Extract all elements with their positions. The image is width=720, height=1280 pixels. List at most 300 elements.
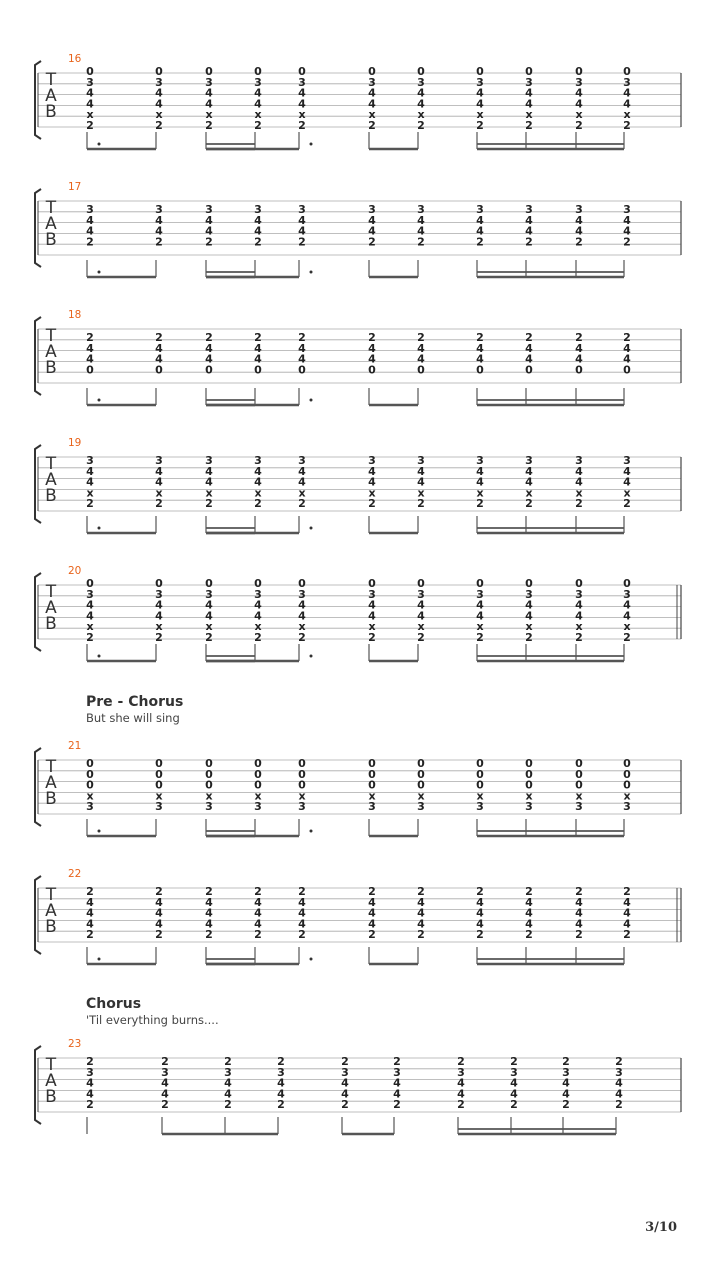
fret-number: 2 [161,1098,169,1112]
fret-number: 4 [417,895,425,909]
fret-number: 0 [155,757,163,770]
fret-number: 4 [86,213,94,227]
fret-number: 4 [368,609,376,623]
fret-number: 4 [254,341,262,355]
tab-system-23 [35,1038,681,1134]
fret-number: 0 [205,757,213,770]
fret-number: 4 [623,906,631,920]
fret-number: 2 [476,119,484,132]
fret-number: x [86,620,94,634]
fret-number: 3 [525,203,533,216]
fret-number: 2 [368,631,376,644]
dot [98,399,101,402]
fret-number: 2 [476,928,484,942]
fret-number: 2 [224,1055,232,1068]
fret-number: 4 [368,341,376,355]
fret-number: 0 [417,757,425,770]
fret-number: 0 [298,757,306,770]
fret-number: 2 [623,331,631,344]
fret-number: 4 [341,1076,349,1090]
tab-clef-letter: B [45,486,57,506]
fret-number: x [205,620,213,634]
fret-number: 2 [368,331,376,344]
fret-number: 4 [623,213,631,227]
fret-number: 4 [476,895,484,909]
tab-clef-letter: B [45,358,57,378]
fret-number: 2 [510,1098,518,1112]
fret-number: 3 [510,1065,518,1079]
fret-number: 4 [298,895,306,909]
dot [98,958,101,961]
fret-number: x [298,789,306,803]
fret-number: 4 [155,464,163,478]
fret-number: 0 [86,363,94,377]
fret-number: 3 [224,1065,232,1079]
fret-number: 0 [417,767,425,781]
fret-number: 2 [368,119,376,132]
fret-number: 4 [205,917,213,931]
fret-number: 2 [575,928,583,942]
fret-number: 4 [525,598,533,612]
fret-number: 4 [417,224,425,238]
fret-number: 3 [368,587,376,601]
fret-number: 0 [86,767,94,781]
fret-number: 4 [86,224,94,238]
fret-number: 4 [205,464,213,478]
fret-number: 4 [525,352,533,366]
fret-number: 2 [368,497,376,511]
fret-number: 2 [368,885,376,898]
fret-number: 4 [525,224,533,238]
fret-number: 0 [525,757,533,770]
fret-number: 2 [476,497,484,511]
fret-number: 0 [623,757,631,770]
fret-number: 4 [161,1076,169,1090]
fret-number: x [623,789,631,803]
fret-number: 4 [417,475,425,489]
fret-number: 2 [254,928,262,942]
fret-number: 3 [155,454,163,467]
fret-number: 2 [254,119,262,132]
fret-number: 4 [525,895,533,909]
fret-number: 3 [575,587,583,601]
fret-number: 3 [86,1065,94,1079]
fret-number: x [86,108,94,122]
fret-number: 2 [298,119,306,132]
fret-number: 2 [155,331,163,344]
fret-number: 2 [86,119,94,132]
fret-number: x [368,620,376,634]
fret-number: 4 [254,598,262,612]
fret-number: 3 [368,203,376,216]
fret-number: 3 [575,454,583,467]
fret-number: 4 [476,917,484,931]
fret-number: 4 [368,352,376,366]
fret-number: 4 [476,341,484,355]
fret-number: 3 [298,454,306,467]
fret-number: 4 [205,97,213,111]
dot [310,143,313,146]
fret-number: 4 [476,475,484,489]
fret-number: 2 [417,235,425,249]
fret-number: 4 [86,97,94,111]
fret-number: 4 [575,213,583,227]
fret-number: 4 [417,97,425,111]
fret-number: 4 [525,609,533,623]
fret-number: 2 [525,631,533,644]
fret-number: 0 [254,767,262,781]
fret-number: 0 [254,577,262,590]
fret-number: 3 [254,203,262,216]
fret-number: 2 [393,1098,401,1112]
fret-number: 4 [298,352,306,366]
fret-number: 0 [155,767,163,781]
fret-number: 0 [155,778,163,792]
fret-number: 0 [525,577,533,590]
measure-number: 19 [68,437,82,449]
fret-number: 4 [254,213,262,227]
fret-number: 3 [86,587,94,601]
fret-number: 2 [254,235,262,249]
fret-number: 4 [368,97,376,111]
measure-number: 17 [68,181,82,193]
dot [98,527,101,530]
tab-clef-letter: B [45,917,57,937]
fret-number: 4 [368,917,376,931]
fret-number: 4 [417,609,425,623]
measure-number: 21 [68,740,82,752]
fret-number: 4 [205,86,213,100]
fret-number: x [476,108,484,122]
fret-number: 0 [298,767,306,781]
fret-number: 3 [417,587,425,601]
fret-number: 4 [575,464,583,478]
fret-number: 4 [155,475,163,489]
fret-number: 2 [575,885,583,898]
fret-number: 3 [205,75,213,89]
fret-number: 2 [155,631,163,644]
fret-number: 3 [575,203,583,216]
fret-number: 4 [575,224,583,238]
fret-number: 0 [417,778,425,792]
section-title-pre-chorus: Pre - Chorus [86,694,184,710]
fret-number: 4 [575,352,583,366]
fret-number: 3 [341,1065,349,1079]
fret-number: 4 [341,1087,349,1101]
fret-number: 4 [476,906,484,920]
fret-number: 4 [623,352,631,366]
fret-number: 4 [155,906,163,920]
fret-number: 3 [298,587,306,601]
tab-clef-letter: A [45,598,57,618]
fret-number: 2 [417,885,425,898]
fret-number: 2 [525,235,533,249]
tab-clef-letter: A [45,1071,57,1091]
fret-number: x [575,789,583,803]
fret-number: 2 [525,331,533,344]
dot [98,143,101,146]
fret-number: 4 [86,341,94,355]
fret-number: 4 [368,598,376,612]
fret-number: x [254,789,262,803]
fret-number: 4 [298,213,306,227]
fret-number: 4 [254,609,262,623]
fret-number: 2 [525,928,533,942]
fret-number: 4 [368,86,376,100]
page-number: 3/10 [645,1220,677,1235]
fret-number: 4 [205,895,213,909]
fret-number: 4 [623,341,631,355]
fret-number: x [525,620,533,634]
tab-clef-letter: B [45,614,57,634]
measure-number: 22 [68,868,82,880]
fret-number: 2 [298,631,306,644]
dot [310,399,313,402]
fret-number: 2 [254,497,262,511]
dot [98,655,101,658]
fret-number: 4 [298,224,306,238]
fret-number: 0 [205,767,213,781]
fret-number: 4 [623,917,631,931]
fret-number: 4 [155,97,163,111]
tab-clef-letter: T [45,454,57,474]
fret-number: 4 [615,1076,623,1090]
fret-number: 3 [525,75,533,89]
fret-number: 2 [623,631,631,644]
fret-number: x [205,108,213,122]
fret-number: 0 [254,757,262,770]
fret-number: 4 [155,609,163,623]
fret-number: 3 [417,75,425,89]
fret-number: x [417,486,425,500]
tab-clef-letter: B [45,230,57,250]
dot [310,527,313,530]
fret-number: 4 [298,598,306,612]
fret-number: 3 [457,1065,465,1079]
fret-number: 4 [86,352,94,366]
fret-number: 3 [476,454,484,467]
fret-number: 4 [476,213,484,227]
fret-number: 0 [525,65,533,78]
section-lyric-chorus: 'Til everything burns.... [86,1013,219,1027]
fret-number: 4 [623,609,631,623]
section-title-chorus: Chorus [86,996,142,1012]
fret-number: 2 [277,1055,285,1068]
fret-number: x [368,789,376,803]
tab-system-18 [35,309,681,405]
fret-number: 2 [562,1055,570,1068]
fret-number: 2 [393,1055,401,1068]
fret-number: 2 [205,235,213,249]
fret-number: x [623,108,631,122]
fret-number: 0 [525,767,533,781]
fret-number: 4 [298,609,306,623]
fret-number: 4 [254,97,262,111]
fret-number: 3 [155,203,163,216]
fret-number: 0 [368,363,376,377]
fret-number: 2 [298,885,306,898]
fret-number: 2 [205,928,213,942]
fret-number: x [575,486,583,500]
fret-number: 3 [476,75,484,89]
fret-number: 0 [575,65,583,78]
fret-number: 0 [368,577,376,590]
fret-number: 2 [575,631,583,644]
fret-number: 4 [86,1087,94,1101]
fret-number: 3 [623,203,631,216]
fret-number: 2 [86,928,94,942]
fret-number: 0 [368,757,376,770]
fret-number: 2 [417,497,425,511]
measure-number: 23 [68,1038,82,1050]
fret-number: 4 [417,917,425,931]
fret-number: 4 [510,1087,518,1101]
fret-number: 4 [525,341,533,355]
fret-number: x [476,620,484,634]
fret-number: 4 [155,86,163,100]
tab-clef-letter: T [45,1055,57,1075]
fret-number: 0 [205,577,213,590]
fret-number: x [623,486,631,500]
fret-number: 4 [368,475,376,489]
fret-number: 4 [575,917,583,931]
fret-number: 4 [254,475,262,489]
fret-number: 4 [277,1076,285,1090]
fret-number: 4 [623,475,631,489]
fret-number: 3 [205,587,213,601]
fret-number: 2 [623,928,631,942]
fret-number: 0 [155,577,163,590]
fret-number: 0 [623,363,631,377]
fret-number: 4 [575,598,583,612]
fret-number: 2 [623,497,631,511]
fret-number: x [417,620,425,634]
fret-number: 2 [615,1098,623,1112]
fret-number: 2 [615,1055,623,1068]
fret-number: 2 [205,119,213,132]
fret-number: 4 [86,609,94,623]
fret-number: 4 [224,1087,232,1101]
fret-number: 4 [525,97,533,111]
fret-number: 0 [368,767,376,781]
tab-clef-letter: A [45,342,57,362]
fret-number: 3 [155,587,163,601]
fret-number: 4 [615,1087,623,1101]
fret-number: 2 [341,1098,349,1112]
fret-number: 3 [623,454,631,467]
fret-number: 0 [575,363,583,377]
fret-number: 4 [254,224,262,238]
fret-number: 4 [155,917,163,931]
fret-number: 2 [623,885,631,898]
fret-number: 0 [476,778,484,792]
fret-number: 2 [476,885,484,898]
fret-number: 2 [417,331,425,344]
measure-number: 16 [68,53,82,65]
tab-clef-letter: B [45,102,57,122]
tab-clef-letter: T [45,70,57,90]
fret-number: 4 [155,895,163,909]
fret-number: 2 [298,497,306,511]
fret-number: 4 [205,609,213,623]
fret-number: 3 [277,1065,285,1079]
fret-number: 4 [510,1076,518,1090]
fret-number: 3 [525,454,533,467]
fret-number: 0 [205,363,213,377]
fret-number: 2 [254,331,262,344]
fret-number: 0 [254,65,262,78]
fret-number: 2 [575,235,583,249]
fret-number: 0 [575,767,583,781]
fret-number: 3 [623,587,631,601]
fret-number: 3 [254,800,262,814]
fret-number: 2 [417,928,425,942]
fret-number: 3 [368,454,376,467]
fret-number: 4 [575,906,583,920]
fret-number: 3 [86,800,94,814]
fret-number: 4 [623,598,631,612]
fret-number: 2 [341,1055,349,1068]
fret-number: 3 [205,800,213,814]
fret-number: 0 [623,577,631,590]
tab-clef-letter: T [45,198,57,218]
fret-number: 4 [205,341,213,355]
fret-number: 4 [86,86,94,100]
tab-clef-letter: A [45,470,57,490]
fret-number: 2 [205,331,213,344]
fret-number: x [298,108,306,122]
fret-number: 4 [298,86,306,100]
fret-number: 2 [525,885,533,898]
fret-number: 0 [476,767,484,781]
fret-number: 4 [417,213,425,227]
fret-number: 2 [575,119,583,132]
fret-number: 0 [623,65,631,78]
fret-number: 2 [86,885,94,898]
fret-number: 2 [417,119,425,132]
fret-number: 0 [525,778,533,792]
fret-number: x [525,789,533,803]
fret-number: 2 [277,1098,285,1112]
fret-number: 2 [562,1098,570,1112]
tab-system-21 [35,740,681,836]
fret-number: 2 [457,1098,465,1112]
fret-number: 4 [417,86,425,100]
fret-number: 4 [254,917,262,931]
fret-number: 2 [417,631,425,644]
fret-number: x [155,620,163,634]
fret-number: 3 [298,800,306,814]
fret-number: 4 [86,917,94,931]
fret-number: 3 [298,75,306,89]
fret-number: 4 [205,352,213,366]
fret-number: 4 [575,895,583,909]
fret-number: 2 [298,235,306,249]
fret-number: 2 [525,497,533,511]
fret-number: x [368,486,376,500]
fret-number: 2 [155,928,163,942]
fret-number: 3 [623,75,631,89]
fret-number: 2 [86,235,94,249]
fret-number: 4 [205,598,213,612]
fret-number: 3 [575,75,583,89]
fret-number: x [205,486,213,500]
fret-number: 4 [224,1076,232,1090]
fret-number: 0 [575,577,583,590]
fret-number: 4 [86,1076,94,1090]
fret-number: 4 [155,213,163,227]
fret-number: 4 [623,895,631,909]
